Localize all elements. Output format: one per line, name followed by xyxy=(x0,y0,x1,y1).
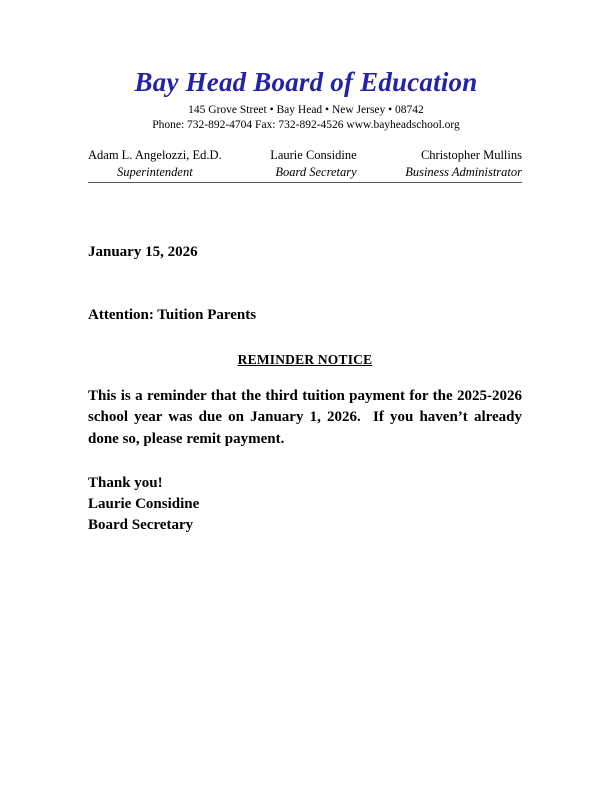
attention-line: Attention: Tuition Parents xyxy=(88,306,257,323)
officer-entry xyxy=(405,146,522,181)
letter-closing xyxy=(88,473,522,537)
officer-role: Superintendent xyxy=(116,165,193,179)
closing-line-thanks: Thank you! xyxy=(88,474,163,491)
officer-role: Business Administrator xyxy=(405,165,522,179)
contact-line: Phone: 732-892-4704 Fax: 732-892-4526 www.bayheadschool.org xyxy=(152,119,460,132)
letter-paragraph: This is a reminder that the third tuition payment for the 2025-2026 school year was due on January 1, 2026. If you haven’t already done so, please remit payment. xyxy=(88,388,526,447)
letterhead xyxy=(0,68,612,133)
officers-row xyxy=(88,146,522,181)
closing-line-role: Board Secretary xyxy=(88,517,194,534)
organization-title: Bay Head Board of Education xyxy=(134,67,478,97)
closing-line-name: Laurie Considine xyxy=(88,496,200,513)
address-line: 145 Grove Street • Bay Head • New Jersey • 08742 xyxy=(188,104,424,117)
officer-entry xyxy=(270,146,356,181)
officer-role: Board Secretary xyxy=(275,165,357,179)
letter-date: January 15, 2026 xyxy=(88,244,198,260)
letter-body xyxy=(88,243,526,537)
officer-name: Laurie Considine xyxy=(270,148,357,162)
officer-name: Adam L. Angelozzi, Ed.D. xyxy=(88,148,222,162)
header-divider xyxy=(88,182,522,183)
officer-entry xyxy=(88,146,222,181)
officer-name: Christopher Mullins xyxy=(420,148,522,162)
notice-heading: REMINDER NOTICE xyxy=(237,352,373,367)
